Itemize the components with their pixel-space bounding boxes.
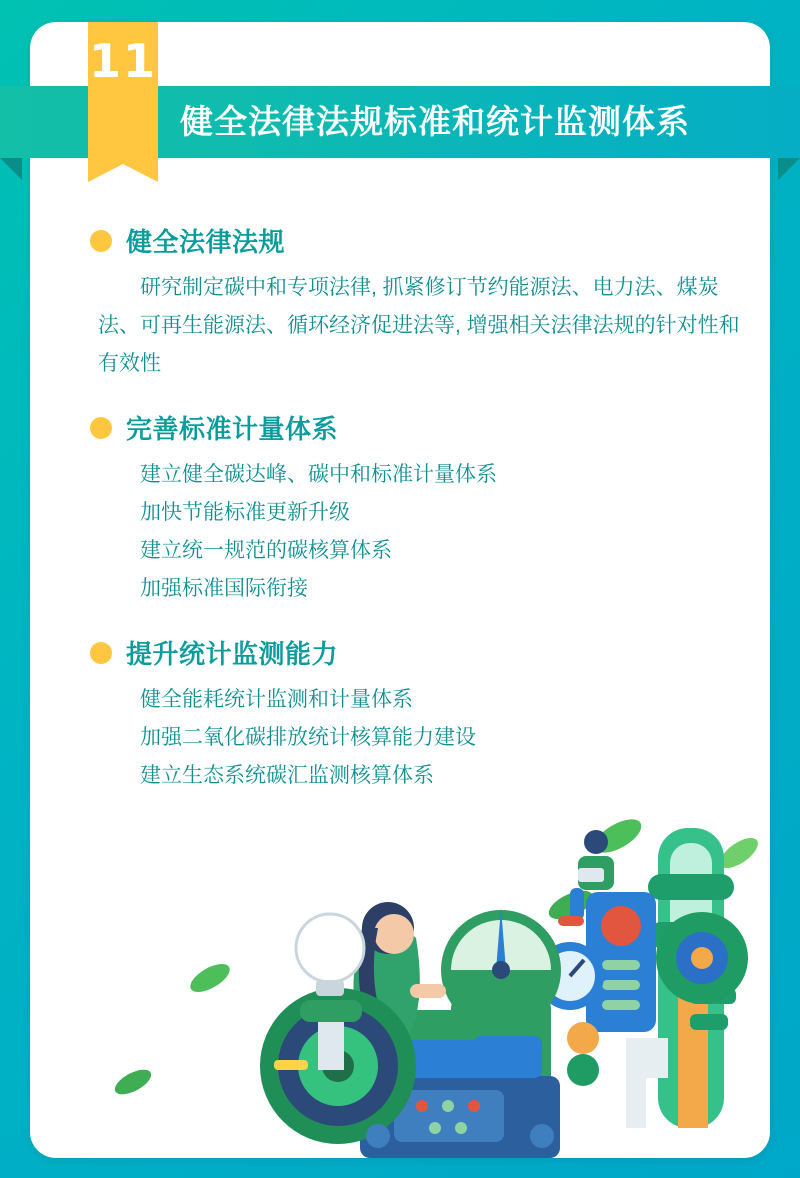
band-fold-left: [0, 158, 22, 180]
panel-bar: [602, 960, 640, 970]
bulb-base: [316, 980, 344, 996]
valve: [366, 1124, 390, 1148]
section-line: 加快节能标准更新升级: [140, 501, 350, 524]
leaf-icon: [186, 958, 234, 997]
bulb-holder: [300, 1000, 362, 1022]
leaf-icon: [111, 1065, 155, 1100]
key-tooth: [690, 1014, 728, 1030]
woman-face: [374, 914, 414, 954]
valve: [530, 1124, 554, 1148]
test-tube-ring: [648, 874, 734, 900]
section-line: 建立统一规范的碳核算体系: [140, 539, 392, 562]
bulb-stem: [318, 1022, 344, 1070]
machine-dot: [416, 1100, 428, 1112]
section-paragraph: 研究制定碳中和专项法律, 抓紧修订节约能源法、电力法、煤炭法、可再生能源法、循环经济促进法等, 增强相关法律法规的针对性和有效性: [98, 276, 740, 375]
seated-man-leg: [570, 888, 584, 920]
ball: [567, 1022, 599, 1054]
machine-dot: [468, 1100, 480, 1112]
ball: [567, 1054, 599, 1086]
seated-man-head: [584, 830, 608, 854]
section-number: 11: [88, 34, 157, 88]
section-title: 提升统计监测能力: [126, 639, 339, 669]
industry-measurement-illustration: [30, 788, 770, 1158]
poster-content: [90, 222, 770, 821]
section-heading-row: [90, 222, 770, 259]
panel-bar: [602, 980, 640, 990]
seated-man-shoe: [558, 916, 584, 926]
machine-face: [394, 1090, 504, 1142]
section-heading-row: [90, 634, 770, 671]
section-standards: [90, 409, 770, 608]
section-title: 健全法律法规: [126, 227, 286, 257]
woman-arm: [410, 984, 446, 998]
machine-dot: [429, 1122, 441, 1134]
gear-marker: [274, 1060, 308, 1070]
section-legal: [90, 222, 770, 383]
band-fold-right: [778, 158, 800, 180]
content-card: [30, 22, 770, 1158]
gauge-hub: [492, 961, 510, 979]
section-title: 完善标准计量体系: [126, 414, 339, 444]
machine-dot: [442, 1100, 454, 1112]
bullet-dot-icon: [90, 417, 112, 439]
machine-dot: [455, 1122, 467, 1134]
section-line: 加强标准国际衔接: [140, 577, 308, 600]
bullet-dot-icon: [90, 642, 112, 664]
laptop: [578, 868, 604, 882]
key-icon-core: [691, 947, 713, 969]
panel-bar: [602, 1000, 640, 1010]
light-bulb-icon: [296, 914, 364, 982]
number-ribbon: [88, 22, 158, 164]
section-line: 健全能耗统计监测和计量体系: [140, 688, 413, 711]
section-heading-row: [90, 409, 770, 446]
bullet-dot-icon: [90, 230, 112, 252]
section-line: 建立健全碳达峰、碳中和标准计量体系: [140, 463, 497, 486]
section-line: 建立生态系统碳汇监测核算体系: [140, 764, 434, 787]
section-monitoring: [90, 634, 770, 795]
panel-indicator: [601, 906, 641, 946]
section-line: 加强二氧化碳排放统计核算能力建设: [140, 726, 476, 749]
page-title: 健全法律法规标准和统计监测体系: [180, 103, 690, 140]
